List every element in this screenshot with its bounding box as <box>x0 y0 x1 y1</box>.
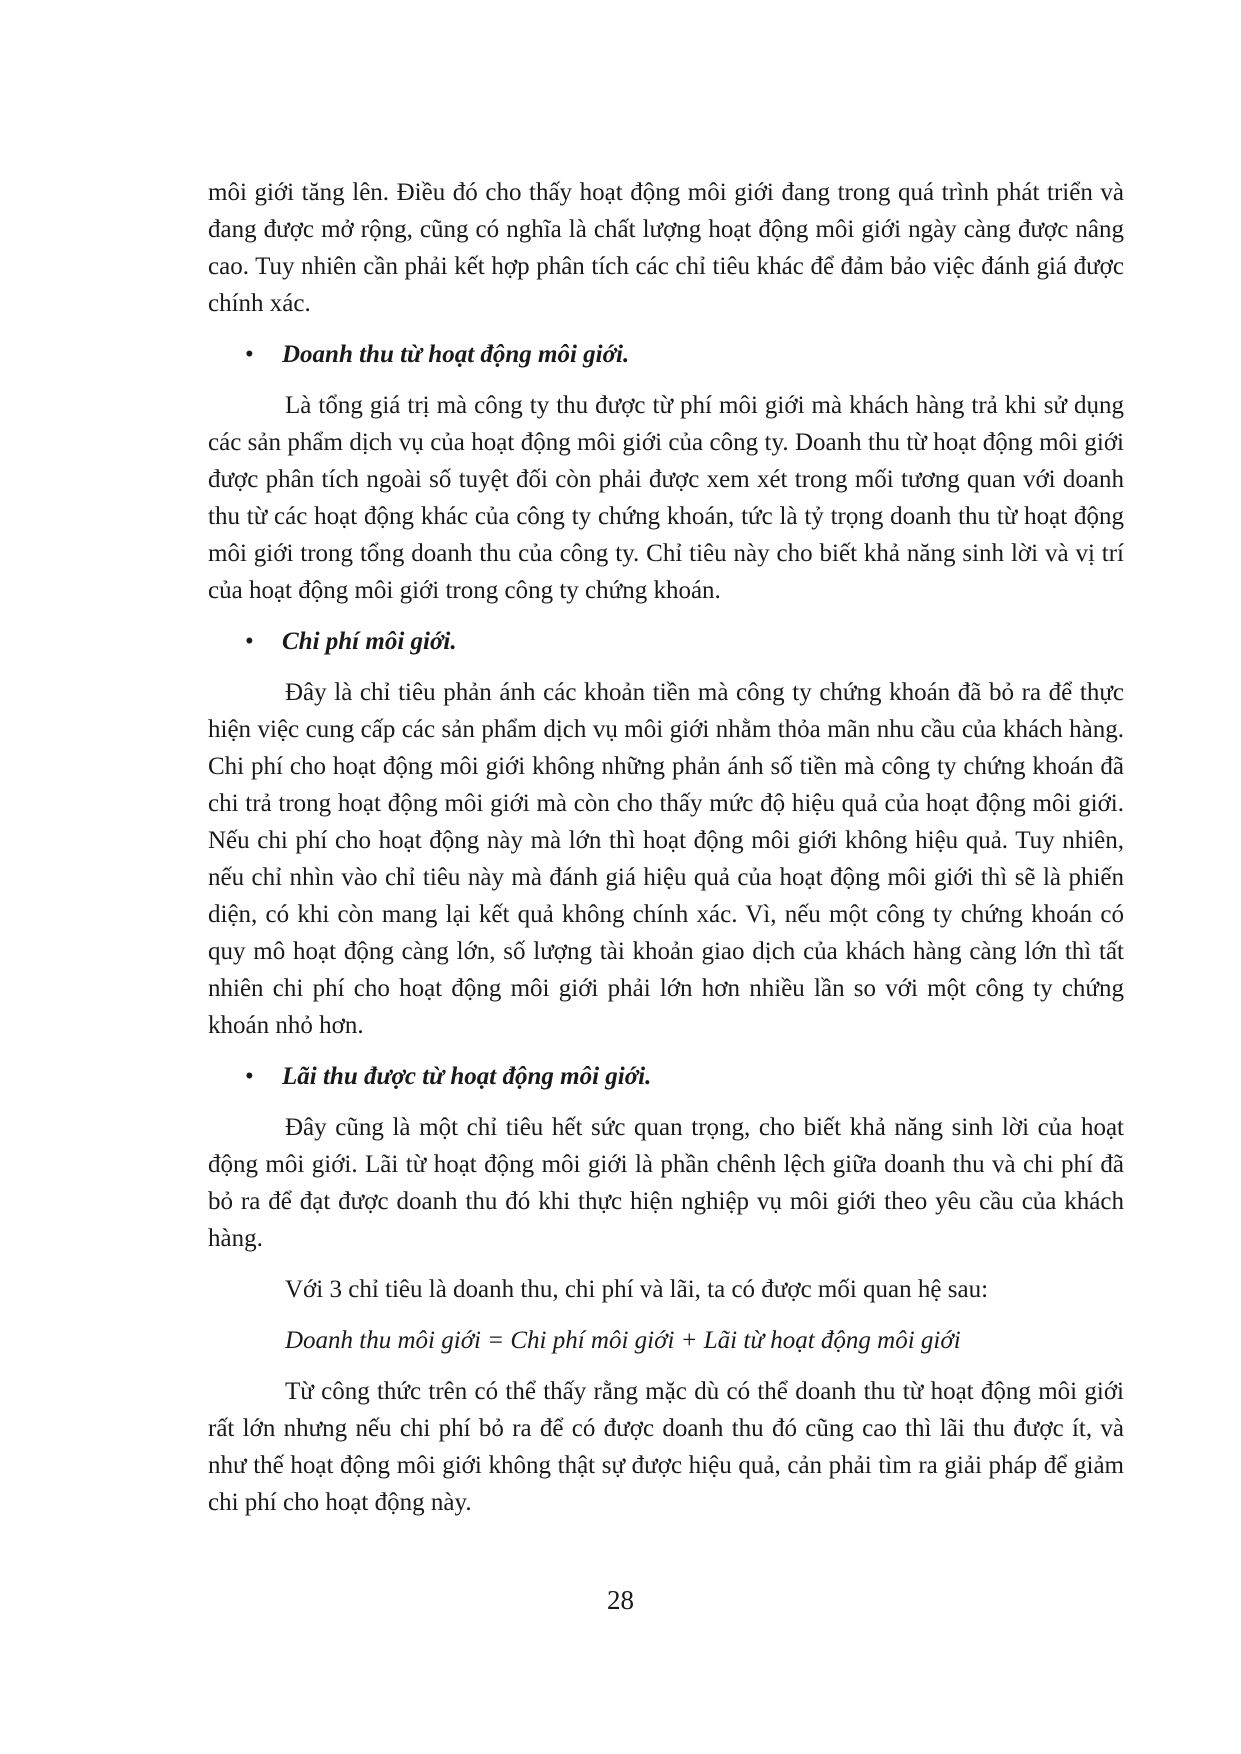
heading-brokerage-revenue <box>208 336 1124 373</box>
page-number: 28 <box>607 1585 634 1615</box>
paragraph-brokerage-cost: Đây là chỉ tiêu phản ánh các khoản tiền mà công ty chứng khoán đã bỏ ra để thực hiện việc cung cấp các sản phẩm dịch vụ môi giới nhằm thỏa mãn nhu cầu của khách hàng. Chi phí cho hoạt động môi giới không những phản ánh số tiền mà công ty chứng khoán đã chi trả trong hoạt động môi giới mà còn cho thấy mức độ hiệu quả của hoạt động môi giới. Nếu chi phí cho hoạt động này mà lớn thì hoạt động môi giới không hiệu quả. Tuy nhiên, nếu chỉ nhìn vào chỉ tiêu này mà đánh giá hiệu quả của hoạt động môi giới thì sẽ là phiến diện, có khi còn mang lại kết quả không chính xác. Vì, nếu một công ty chứng khoán có quy mô hoạt động càng lớn, số lượng tài khoản giao dịch của khách hàng càng lớn thì tất nhiên chi phí cho hoạt động môi giới phải lớn hơn nhiều lần so với một công ty chứng khoán nhỏ hơn. <box>208 679 1124 1039</box>
paragraph-brokerage-revenue: Là tổng giá trị mà công ty thu được từ phí môi giới mà khách hàng trả khi sử dụng các sản phẩm dịch vụ của hoạt động môi giới của công ty. Doanh thu từ hoạt động môi giới được phân tích ngoài số tuyệt đối còn phải được xem xét trong mối tương quan với doanh thu từ các hoạt động khác của công ty chứng khoán, tức là tỷ trọng doanh thu từ hoạt động môi giới trong tổng doanh thu của công ty. Chỉ tiêu này cho biết khả năng sinh lời và vị trí của hoạt động môi giới trong công ty chứng khoán. <box>208 392 1124 604</box>
paragraph-relationship: Với 3 chỉ tiêu là doanh thu, chi phí và lãi, ta có được mối quan hệ sau: <box>285 1276 989 1303</box>
paragraph-conclusion: Từ công thức trên có thể thấy rằng mặc dù có thể doanh thu từ hoạt động môi giới rất lớn nhưng nếu chi phí bỏ ra để có được doanh thu đó cũng cao thì lãi thu được ít, và như thế hoạt động môi giới không thật sự được hiệu quả, cản phải tìm ra giải pháp để giảm chi phí cho hoạt động này. <box>208 1378 1124 1516</box>
bullet-icon: • <box>245 1063 254 1090</box>
formula: Doanh thu môi giới = Chi phí môi giới + Lãi từ hoạt động môi giới <box>285 1327 961 1354</box>
bullet-icon: • <box>245 341 254 368</box>
heading-brokerage-cost <box>208 623 1124 660</box>
heading-brokerage-revenue-text: Doanh thu từ hoạt động môi giới. <box>282 341 630 368</box>
paragraph-intro: môi giới tăng lên. Điều đó cho thấy hoạt động môi giới đang trong quá trình phát triển và đang được mở rộng, cũng có nghĩa là chất lượng hoạt động môi giới ngày càng được nâng cao. Tuy nhiên cần phải kết hợp phân tích các chỉ tiêu khác để đảm bảo việc đánh giá được chính xác. <box>208 179 1124 317</box>
heading-brokerage-profit-text: Lãi thu được từ hoạt động môi giới. <box>282 1063 652 1090</box>
heading-brokerage-profit <box>208 1058 1124 1095</box>
heading-brokerage-cost-text: Chi phí môi giới. <box>282 628 457 655</box>
bullet-icon: • <box>245 628 254 655</box>
document-page <box>208 174 1124 1521</box>
paragraph-brokerage-profit: Đây cũng là một chỉ tiêu hết sức quan trọng, cho biết khả năng sinh lời của hoạt động môi giới. Lãi từ hoạt động môi giới là phần chênh lệch giữa doanh thu và chi phí đã bỏ ra để đạt được doanh thu đó khi thực hiện nghiệp vụ môi giới theo yêu cầu của khách hàng. <box>208 1114 1124 1252</box>
